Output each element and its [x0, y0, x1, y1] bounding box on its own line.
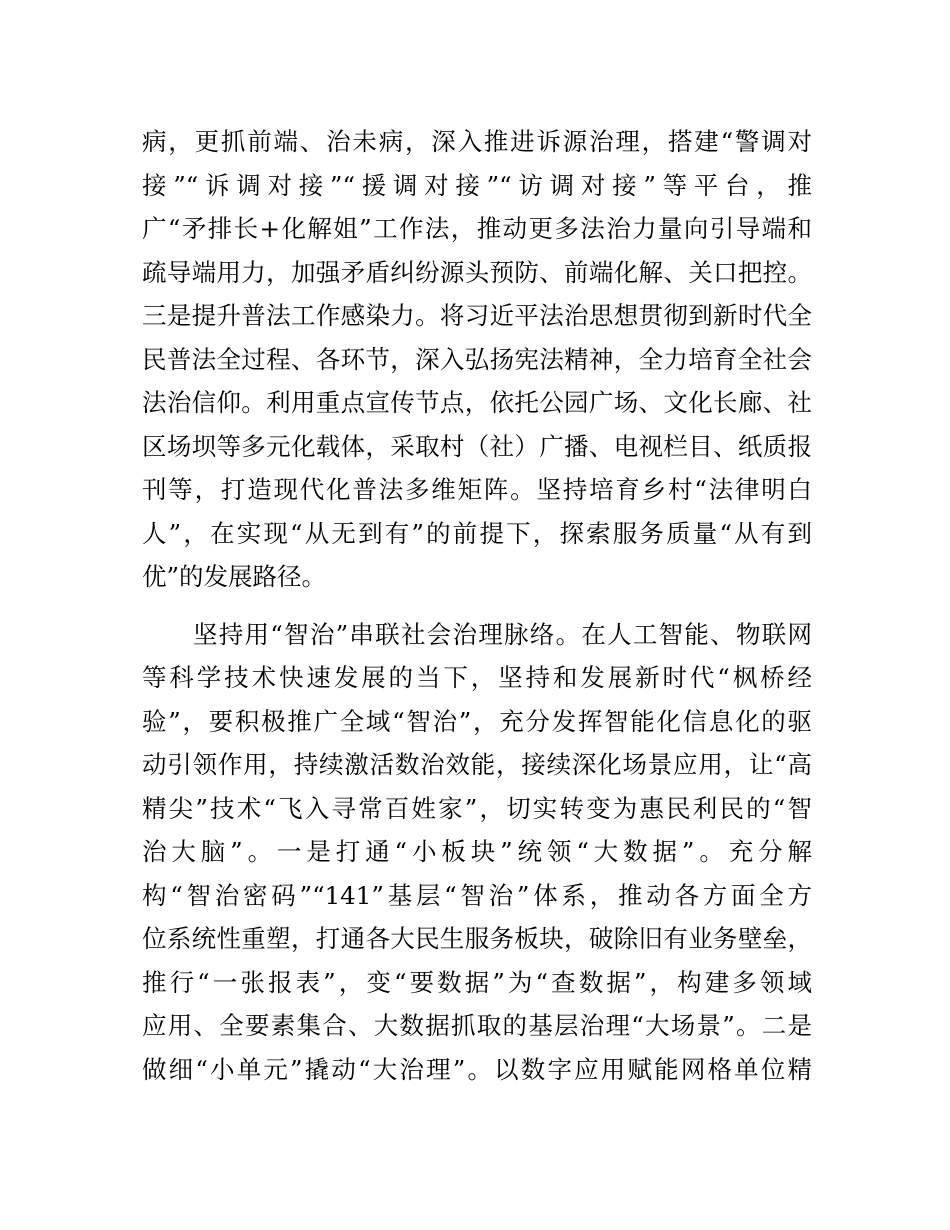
paragraph-line: 民普法全过程、各环节，深入弘扬宪法精神，全力培育全社会 [142, 344, 812, 374]
paragraph-line: 验”，要积极推广全域“智治”，充分发挥智能化信息化的驱 [142, 706, 812, 736]
paragraph-line: 推行“一张报表”，变“要数据”为“查数据”，构建多领域 [142, 967, 812, 997]
paragraph-line: 等科学技术快速发展的当下，坚持和发展新时代“枫桥经 [142, 663, 812, 692]
paragraph-line: 精尖”技术“飞入寻常百姓家”，切实转变为惠民利民的“智 [142, 793, 812, 823]
paragraph-spacer [142, 599, 812, 613]
paragraph-line: 位系统性重塑，打通各大民生服务板块，破除旧有业务壁垒， [142, 924, 812, 953]
paragraph-line: 法治信仰。利用重点宣传节点，依托公园广场、文化长廊、社 [142, 388, 812, 417]
paragraph-line: 人”，在实现“从无到有”的前提下，探索服务质量“从有到 [142, 518, 812, 548]
paragraph-2 [142, 613, 812, 1092]
document-body [142, 120, 812, 1091]
paragraph-line: 接”“诉调对接”“援调对接”“访调对接”等平台，推 [142, 170, 812, 200]
paragraph-line: 三是提升普法工作感染力。将习近平法治思想贯彻到新时代全 [142, 301, 812, 330]
paragraph-line: 应用、全要素集合、大数据抓取的基层治理“大场景”。二是 [142, 1011, 812, 1040]
paragraph-line: 坚持用“智治”串联社会治理脉络。在人工智能、物联网 [193, 619, 812, 649]
paragraph-line: 疏导端用力，加强矛盾纠纷源头预防、前端化解、关口把控。 [142, 257, 812, 287]
paragraph-1 [142, 120, 812, 599]
paragraph-line: 优”的发展路径。 [142, 562, 327, 591]
paragraph-line: 广“矛排长+化解姐”工作法，推动更多法治力量向引导端和 [142, 214, 812, 243]
paragraph-line: 区场坝等多元化载体，采取村（社）广播、电视栏目、纸质报 [142, 431, 812, 461]
paragraph-line: 做细“小单元”撬动“大治理”。以数字应用赋能网格单位精 [142, 1054, 812, 1084]
paragraph-line: 病，更抓前端、治未病，深入推进诉源治理，搭建“警调对 [142, 127, 812, 156]
paragraph-line: 治大脑”。一是打通“小板块”统领“大数据”。充分解 [142, 837, 812, 866]
paragraph-line: 刊等，打造现代化普法多维矩阵。坚持培育乡村“法律明白 [142, 475, 812, 504]
paragraph-line: 动引领作用，持续激活数治效能，接续深化场景应用，让“高 [142, 750, 812, 779]
paragraph-line: 构“智治密码”“141”基层“智治”体系，推动各方面全方 [142, 880, 812, 910]
